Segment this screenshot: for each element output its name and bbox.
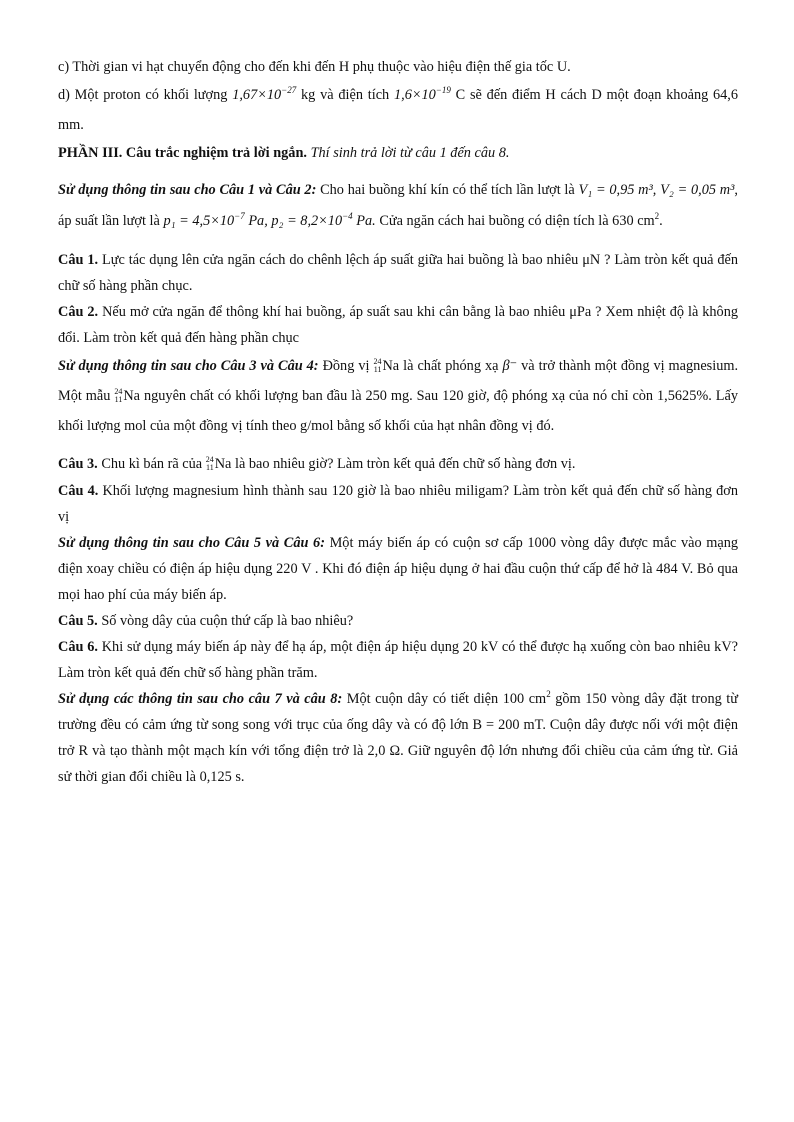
question-6: Câu 6. Khi sử dụng máy biến áp này để hạ áp, một điện áp hiệu dụng 20 kV có thể được hạ xuống còn bao nhiêu kV? Làm tròn kết quả đến chữ số hàng phần trăm.	[58, 639, 738, 681]
question-3: Câu 3. Chu kì bán rã của 24 11 Na là bao nhiêu giờ? Làm tròn kết quả đến chữ số hàng đơn vị.	[58, 454, 576, 472]
item-c: c) Thời gian vi hạt chuyển động cho đến khi đến H phụ thuộc vào hiệu điện thế gia tốc U.	[58, 59, 571, 75]
item-d-mid: kg và điện tích	[301, 87, 390, 103]
isotope-notation: 24 11	[205, 454, 214, 472]
document-page	[58, 54, 738, 790]
context-q1-q2: Sử dụng thông tin sau cho Câu 1 và Câu 2: Cho hai buồng khí kín có thể tích lần lượt là V₁ = 0,95 m³, V₂ = 0,05 m³, áp suất lần lượt là $p_1 = 4,5\times 10^{-7}$ Pa, $p_2 = 8,2\times 10^{-4}$ Pa. Cửa ngăn cách hai buồng có diện tích là 630 $cm^2$.	[58, 182, 738, 229]
question-5: Câu 5. Số vòng dây của cuộn thứ cấp là bao nhiêu?	[58, 613, 354, 629]
question-1: Câu 1. Lực tác dụng lên cửa ngăn cách do chênh lệch áp suất giữa hai buồng là bao nhiêu μN ? Làm tròn kết quả đến chữ số hàng phần chục.	[58, 252, 738, 294]
context-q7-q8: Sử dụng các thông tin sau cho câu 7 và câu 8: Một cuộn dây có tiết diện 100 $cm^2$ gồm 150 vòng dây đặt trong từ trường đều có cảm ứng từ song song với trục của ống dây và có độ lớn B = 200 mT. Cuộn dây được nối với một điện trở R và tạo thành một mạch kín với tổng điện trở là 2,0 Ω. Giữ nguyên độ lớn nhưng đổi chiều của cảm ứng từ. Giả sử thời gian đổi chiều là 0,125 s.	[58, 689, 739, 785]
volume-1: V₁ = 0,95 m³,	[578, 182, 657, 198]
context-q5-q6: Sử dụng thông tin sau cho Câu 5 và Câu 6: Một máy biến áp có cuộn sơ cấp 1000 vòng dây được mắc vào mạng điện xoay chiều có điện áp hiệu dụng 220 V . Khi đó điện áp hiệu dụng ở hai đầu cuộn thứ cấp để hở là 484 V. Bỏ qua mọi hao phí của máy biến áp.	[58, 535, 738, 603]
isotope-notation: 24 11	[373, 356, 382, 374]
item-d-pre: d) Một proton có khối lượng	[58, 87, 228, 103]
pressure-2: $p_2 = 8,2\times 10^{-4}$ Pa.	[271, 211, 376, 229]
item-d-post: C sẽ đến điểm H cách D một đoạn	[455, 87, 662, 103]
context-q3-q4: Sử dụng thông tin sau cho Câu 3 và Câu 4: Đồng vị 24 11 Na là chất phóng xạ β⁻ và trở thành một đồng vị magnesium. Một mẫu 24 11 Na nguyên chất có khối lượng ban đầu là 250 mg. Sau 120 giờ, độ phóng xạ của nó chỉ còn 1,5625%. Lấy khối lượng mol của một đồng vị tính theo g/mol bằng số khối của hạt nhân đồng vị đó.	[58, 356, 739, 434]
question-4: Câu 4. Khối lượng magnesium hình thành sau 120 giờ là bao nhiêu miligam? Làm tròn kết quả đến chữ số hàng đơn vị	[58, 483, 738, 525]
pressure-1: $p_1 = 4,5\times 10^{-7}$ Pa,	[163, 211, 268, 229]
item-d	[58, 80, 738, 140]
part-3-heading: PHẦN III. Câu trắc nghiệm trả lời ngắn. Thí sinh trả lời từ câu 1 đến câu 8.	[58, 145, 510, 161]
isotope-notation: 24 11	[114, 386, 123, 404]
question-2: Câu 2. Nếu mở cửa ngăn để thông khí hai buồng, áp suất sau khi cân bằng là bao nhiêu μPa ? Xem nhiệt độ là không đổi. Làm tròn kết quả đến hàng phần chục	[58, 304, 738, 346]
item-d-cont: khoảng 64,6 mm.	[58, 87, 739, 133]
beta-minus: β⁻	[502, 358, 518, 374]
proton-charge: $1,6\times 10^{-19}$	[393, 85, 451, 103]
proton-mass: $1,67\times 10^{-27}$	[232, 85, 297, 103]
volume-2: V₂ = 0,05 m³	[660, 182, 735, 198]
